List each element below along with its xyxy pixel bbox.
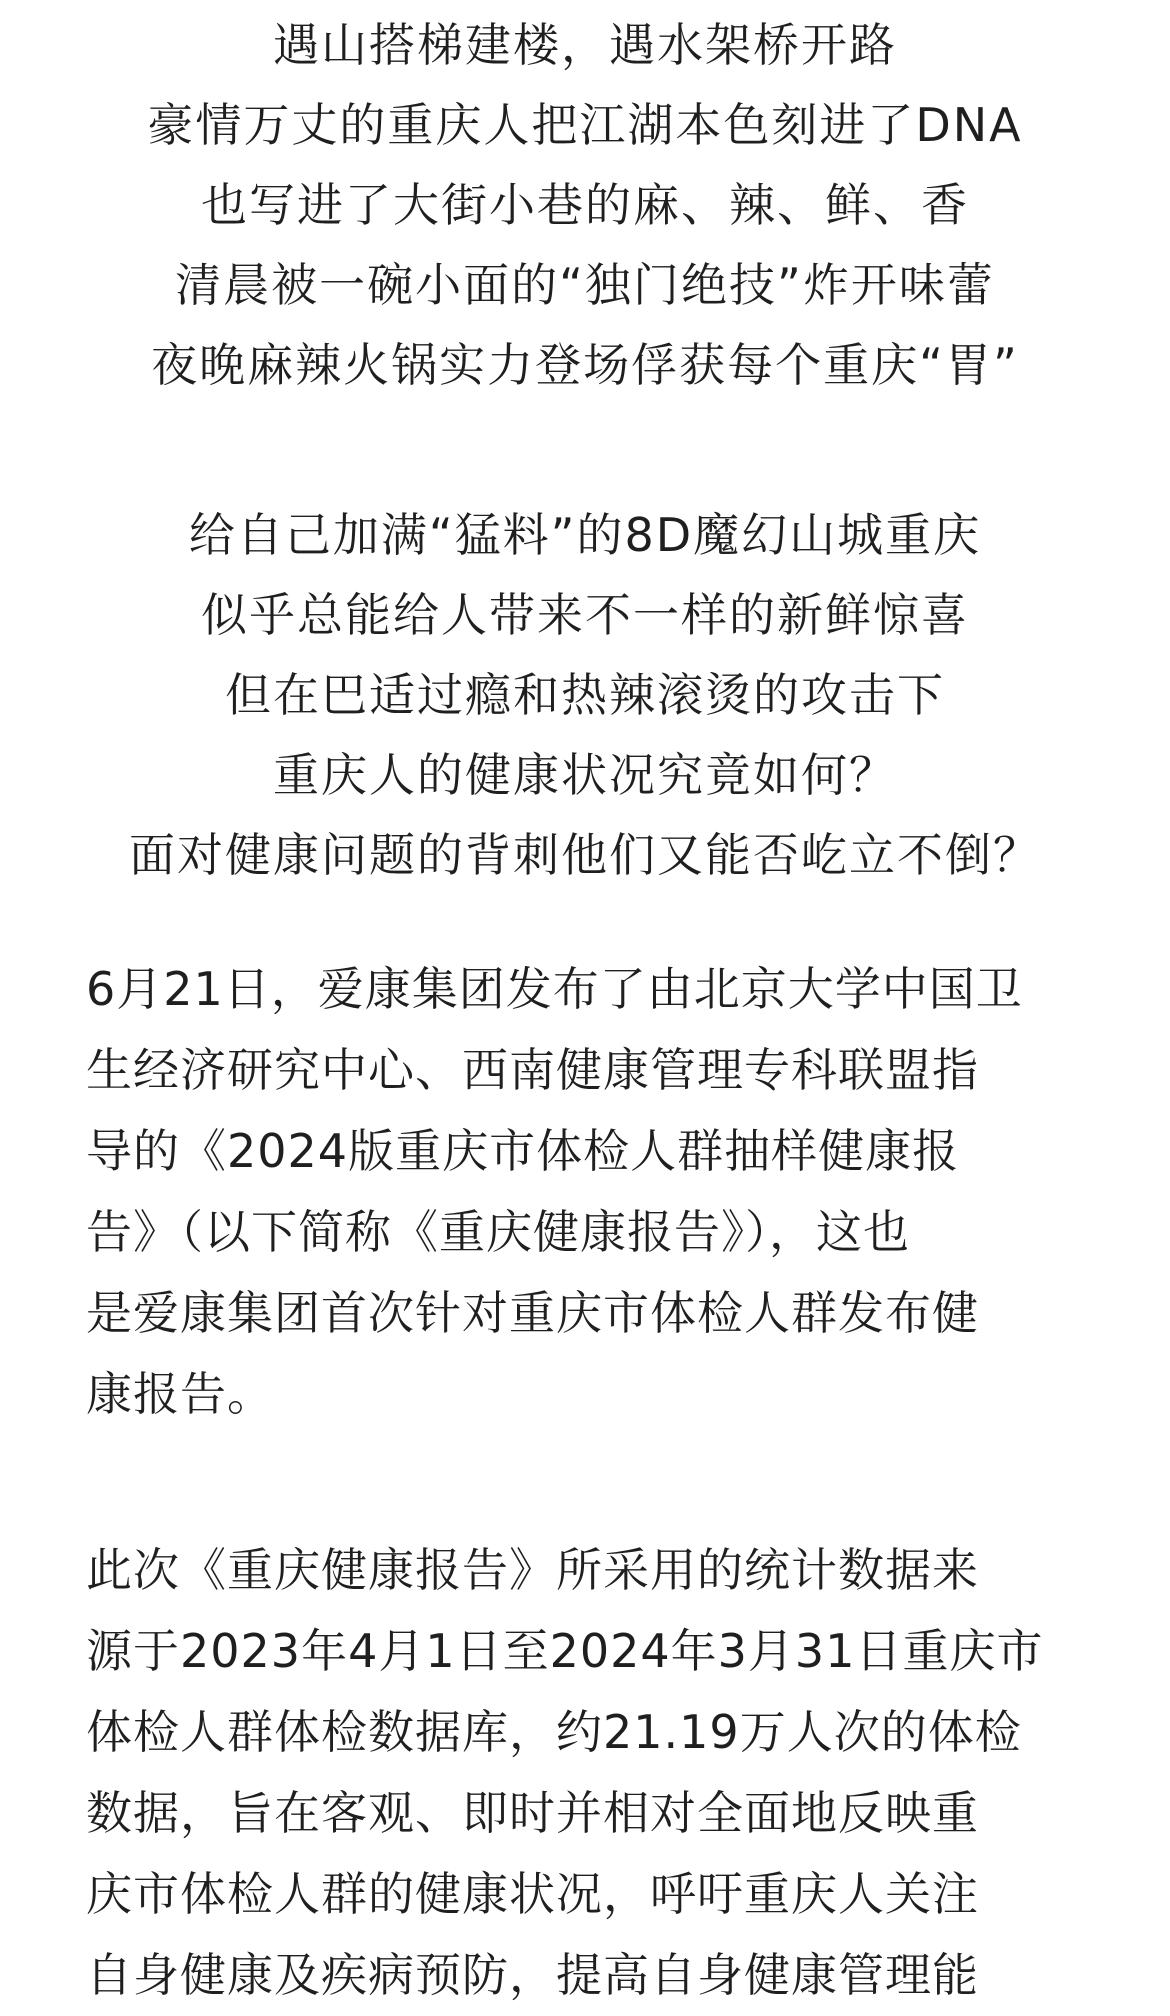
paragraph-line: 此次《重庆健康报告》所采用的统计数据来 [86,1543,979,1597]
paragraph-line: 康报告。 [86,1367,274,1421]
report-release-paragraph [86,949,1090,1435]
paragraph-line: 源于2023年4月1日至2024年3月31日重庆市 [86,1624,1044,1678]
paragraph-line: 6月21日，爱康集团发布了由北京大学中国卫 [86,962,1023,1016]
verse-line: 夜晚麻辣火锅实力登场俘获每个重庆“胃” [151,338,1019,392]
verse-line: 面对健康问题的背刺他们又能否屹立不倒？ [129,828,1041,882]
paragraph-line: 导的《2024版重庆市体检人群抽样健康报 [86,1124,960,1178]
verse-line: 也写进了大街小巷的麻、辣、鲜、香 [201,178,969,232]
verse-line: 重庆人的健康状况究竟如何？ [273,748,897,802]
intro-verse-block [0,5,1170,405]
paragraph-line: 告》（以下简称《重庆健康报告》），这也 [86,1205,910,1259]
paragraph-line: 数据，旨在客观、即时并相对全面地反映重 [86,1786,979,1840]
paragraph-line: 庆市体检人群的健康状况，呼吁重庆人关注 [86,1867,979,1921]
question-verse-block [0,495,1170,895]
paragraph-line: 体检人群体检数据库，约21.19万人次的体检 [86,1705,1022,1759]
paragraph-line: 自身健康及疾病预防，提高自身健康管理能 [86,1948,979,2002]
verse-line: 似乎总能给人带来不一样的新鲜惊喜 [201,588,969,642]
data-source-paragraph [86,1530,1090,2016]
verse-line: 豪情万丈的重庆人把江湖本色刻进了DNA [147,98,1023,152]
paragraph-line: 是爱康集团首次针对重庆市体检人群发布健 [86,1286,979,1340]
verse-line: 给自己加满“猛料”的8D魔幻山城重庆 [188,508,982,562]
paragraph-line: 生经济研究中心、西南健康管理专科联盟指 [86,1043,979,1097]
verse-line: 但在巴适过瘾和热辣滚烫的攻击下 [225,668,945,722]
verse-line: 遇山搭梯建楼，遇水架桥开路 [273,18,897,72]
verse-line: 清晨被一碗小面的“独门绝技”炸开味蕾 [175,258,995,312]
